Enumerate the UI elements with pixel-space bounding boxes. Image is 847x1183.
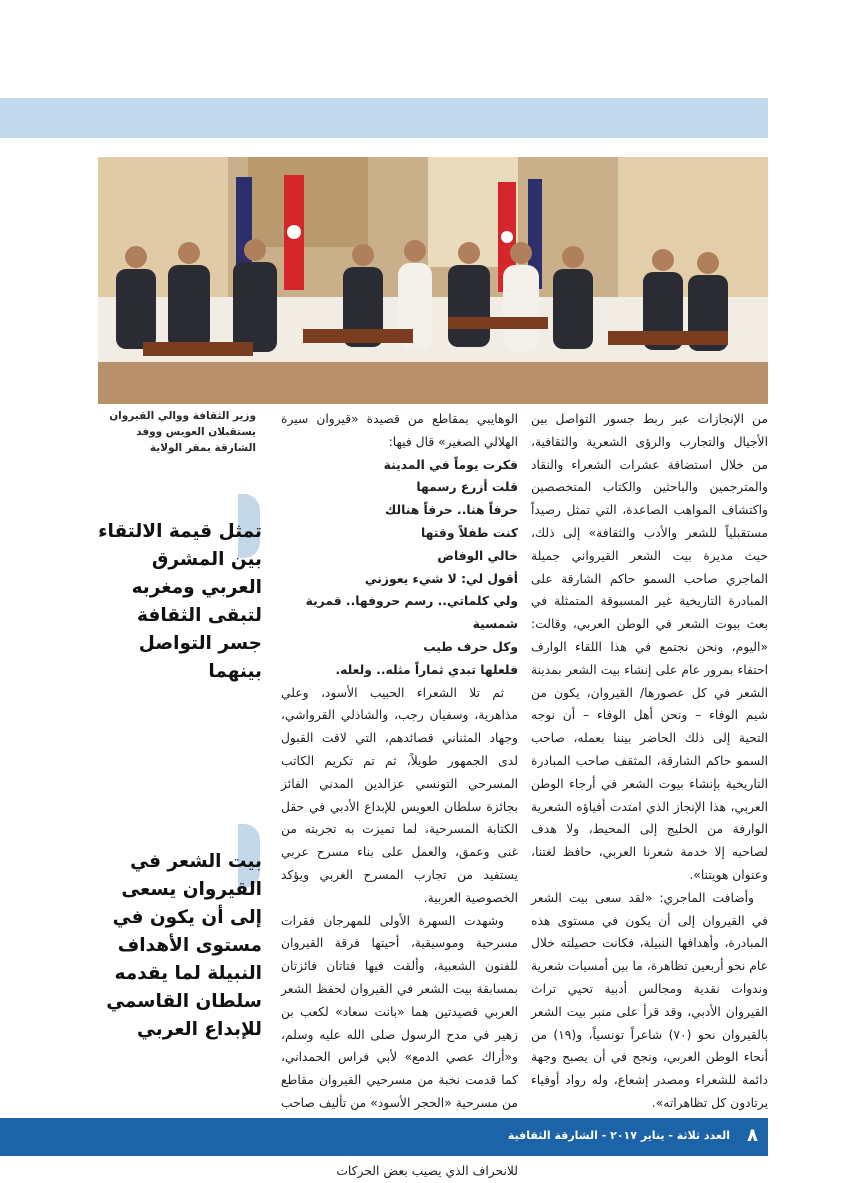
paragraph: وأضافت الماجري: «لقد سعى بيت الشعر في القيروان إلى أن يكون في مستوى هذه المبادرة، وأهدافها النبيلة، فكانت حصيلته خلال عام نحو أربعين تظاهرة، ما بين أمسيات شعرية وندوات نقدية ومجالس أدبية تحيي تراث القيروان الأدبي، وقد قرأ على منبر بيت الشعر بالقيروان نحو (٧٠) شاعراً تونسياً، و(١٩) من أنحاء الوطن العربي، ونجح في أن يصبح وجهة دائمة للشعراء ومصدر إشعاع، وله رواد أوفياء يرتادون كل تظاهراته».: [531, 890, 768, 1110]
poem-line: فكرت يوماً في المدينة: [383, 457, 518, 472]
magazine-issue-line: العدد ثلاثة - يناير ٢٠١٧ - الشارقة الثقافية: [507, 1129, 730, 1142]
poem-line: وكل حرف طيب: [423, 639, 518, 654]
pull-quote-1: تمثل قيمة الالتقاء بين المشرق العربي ومغربه لتبقى الثقافة جسر التواصل بينهما: [98, 521, 262, 682]
poem-line: خالي الوفاض: [437, 548, 518, 563]
photo-caption: وزير الثقافة ووالي القيروان يستقبلان العويس ووفد الشارقة بمقر الولاية: [109, 410, 256, 454]
event-photo: [98, 157, 768, 404]
poem: [281, 454, 518, 682]
poem-line: فلعلها تبدي ثماراً مثله.. ولعله.: [335, 662, 518, 677]
poem-line: قلت أزرع رسمها: [416, 480, 518, 495]
poem-line: ولي كلماتي.. رسم حروفها.. قمرية شمسية: [305, 594, 518, 632]
header-band: [0, 98, 768, 138]
page-footer: [0, 1118, 768, 1156]
poem-line: كنت طفلاً وقتها: [421, 525, 518, 540]
poem-line: حرفاً هنا.. حرفاً هنالك: [385, 503, 518, 518]
paragraph: ثم تلا الشعراء الحبيب الأسود، وعلي مذاهرية، وسفيان رجب، والشاذلي القرواشي، وجهاد المثناني قصائدهم، التي لاقت القبول لدى الجمهور طويلاً، ثم تم تكريم الكاتب المسرحي التونسي عزالدين المدني الفائز بجائزة سلطان العويس للإبداع الأدبي في حقل الكتابة المسرحية، لما تميزت به تجربته من غنى وعمق، والعمل على بناء مسرح عربي يستفيد من تجارب المسرح الغربي ويؤكد الخصوصية العربية.: [281, 685, 518, 905]
paragraph: وشهدت السهرة الأولى للمهرجان فقرات مسرحية وموسيقية، أحيتها فرقة القيروان للفنون الشعبية، وألقت فيها فتاتان فائزتان بمسابقة بيت الشعر في القيروان لحفظ الشعر العربي قصيدتين هما «بانت سعاد» لكعب بن زهير في مدح الرسول صلى الله عليه وسلم، و«أراك عصي الدمع» لأبي فراس الحمداني، كما قدمت نخبة من مسرحيي القيروان مقاطع من مسرحية «الحجر الأسود» من تأليف صاحب للانحراف الذي يصيب بعض الحركات: [281, 913, 518, 1179]
paragraph: من الإنجازات عبر ربط جسور التواصل بين الأجيال والتجارب والرؤى الشعرية والثقافية، من خلال استضافة عشرات الشعراء والنقاد والمترجمين والباحثين والكتاب المتخصصين واكتشاف المواهب الصاعدة، التي تمثل رصيداً مستقبلياً للشعر والأدب والثقافة» إلى ذلك، حيث مديرة بيت الشعر القيرواني جميلة الماجري صاحب السمو حاكم الشارقة على المبادرة التاريخية غير المسبوقة المتمثلة في بعث بيوت الشعر في الوطن العربي، وقالت: «اليوم، ونحن نجتمع في هذا اللقاء الوارف احتفاء بمرور عام على إنشاء بيت الشعر بمدينة الشعر في كل عصورها/ القيروان، يكون من شيم الوفاء – ونحن أهل الوفاء – أن نوجه التحية إلى ذلك الحاضر بيننا بعمله، صاحب السمو حاكم الشارقة، المثقف صاحب المبادرة التاريخية بإنشاء بيوت الشعر في أرجاء الوطن العربي، هذا الإنجاز الذي امتدت أفياؤه الشعرية الوارفة من الخليج إلى المحيط، ولا هدف لصاحبه إلا خدمة شعرنا العربي، حافظ لغتنا، وعنوان هويتنا».: [531, 412, 768, 882]
article-column-right: [531, 408, 768, 1110]
paragraph: الوهايبي بمقاطع من قصيدة «قيروان سيرة الهلالي الصغير» قال فيها:: [281, 412, 518, 449]
page-number: ٨: [747, 1125, 758, 1146]
poem-line: أقول لي: لا شيء يعوزني: [364, 571, 518, 586]
pull-quote-2: بيت الشعر في القيروان يسعى إلى أن يكون في مستوى الأهداف النبيلة لما يقدمه سلطان القاسمي للإبداع العربي: [106, 851, 262, 1040]
article-column-middle: [281, 408, 518, 1179]
meeting-illustration: [98, 157, 768, 404]
